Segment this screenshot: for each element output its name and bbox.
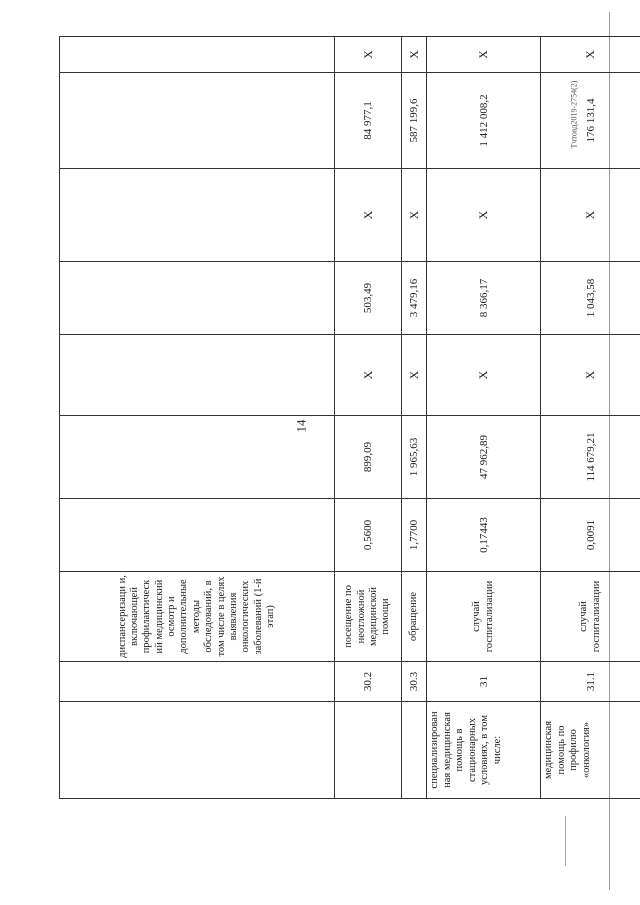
table-row bbox=[402, 37, 427, 799]
cell-x2: X bbox=[541, 169, 640, 262]
cell-unit: посещение по неотложной медицинской помощи bbox=[335, 572, 402, 662]
cell-x2: X bbox=[335, 169, 402, 262]
cell-row-number: 31 bbox=[427, 662, 541, 702]
cell-norm-volume: 0,5600 bbox=[335, 499, 402, 572]
cell-x2 bbox=[60, 169, 335, 262]
cell-unit: случай госпитализации bbox=[541, 572, 640, 662]
cell-x1: X bbox=[402, 335, 427, 416]
cell-row-number: 30.2 bbox=[335, 662, 402, 702]
cell-per-capita: 8 366,17 bbox=[427, 262, 541, 335]
cell-x3: X bbox=[541, 37, 640, 73]
cell-norm-volume: 0,17443 bbox=[427, 499, 541, 572]
cell-condition: специализирован ная медицинская помощь в стационарных условиях, в том числе: bbox=[427, 702, 541, 799]
cell-x2: X bbox=[427, 169, 541, 262]
cell-x3 bbox=[60, 37, 335, 73]
cell-cost-per-unit: 899,09 bbox=[335, 416, 402, 499]
cell-total: 84 977,1 bbox=[335, 73, 402, 169]
cell-per-capita: 3 479,16 bbox=[402, 262, 427, 335]
cell-condition bbox=[335, 702, 402, 799]
cell-condition bbox=[60, 702, 335, 799]
cell-x1: X bbox=[541, 335, 640, 416]
cell-x3: X bbox=[335, 37, 402, 73]
cell-norm-volume bbox=[60, 499, 335, 572]
tariff-table bbox=[59, 36, 640, 799]
cell-total: 176 131,4 bbox=[541, 73, 640, 169]
cell-norm-volume: 1,7700 bbox=[402, 499, 427, 572]
cell-x3: X bbox=[427, 37, 541, 73]
cell-total: 587 199,6 bbox=[402, 73, 427, 169]
cell-row-number: 30.3 bbox=[402, 662, 427, 702]
cell-row-number bbox=[60, 662, 335, 702]
cell-per-capita: 1 043,58 bbox=[541, 262, 640, 335]
cell-condition bbox=[402, 702, 427, 799]
cell-per-capita bbox=[60, 262, 335, 335]
table-row bbox=[427, 37, 541, 799]
cell-unit: обращение bbox=[402, 572, 427, 662]
cell-cost-per-unit bbox=[60, 416, 335, 499]
cell-cost-per-unit: 47 962,89 bbox=[427, 416, 541, 499]
margin-mark bbox=[565, 816, 566, 866]
cell-unit: случай госпитализации bbox=[427, 572, 541, 662]
page-number: 14 bbox=[293, 419, 309, 433]
cell-cost-per-unit: 1 965,63 bbox=[402, 416, 427, 499]
cell-x1: X bbox=[427, 335, 541, 416]
cell-per-capita: 503,49 bbox=[335, 262, 402, 335]
cell-x1 bbox=[60, 335, 335, 416]
cell-x1: X bbox=[335, 335, 402, 416]
table-row bbox=[60, 37, 335, 799]
cell-total: 1 412 008,2 bbox=[427, 73, 541, 169]
cell-total bbox=[60, 73, 335, 169]
cell-x3: X bbox=[402, 37, 427, 73]
table-row bbox=[335, 37, 402, 799]
cell-row-number: 31.1 bbox=[541, 662, 640, 702]
cell-norm-volume: 0,0091 bbox=[541, 499, 640, 572]
table-row bbox=[541, 37, 640, 799]
cell-cost-per-unit: 114 679,21 bbox=[541, 416, 640, 499]
document-code: Тчтовд2019-2754(2) bbox=[569, 80, 579, 149]
cell-unit: диспансеризаци и, включающей профилактическ ий медицинский осмотр и дополнительные методы обследований, в том числе в целях выявления онкологических заболеваний (1-й этап) bbox=[60, 572, 335, 662]
cell-condition: медицинская помощь по профилю «онкология» bbox=[541, 702, 640, 799]
cell-x2: X bbox=[402, 169, 427, 262]
